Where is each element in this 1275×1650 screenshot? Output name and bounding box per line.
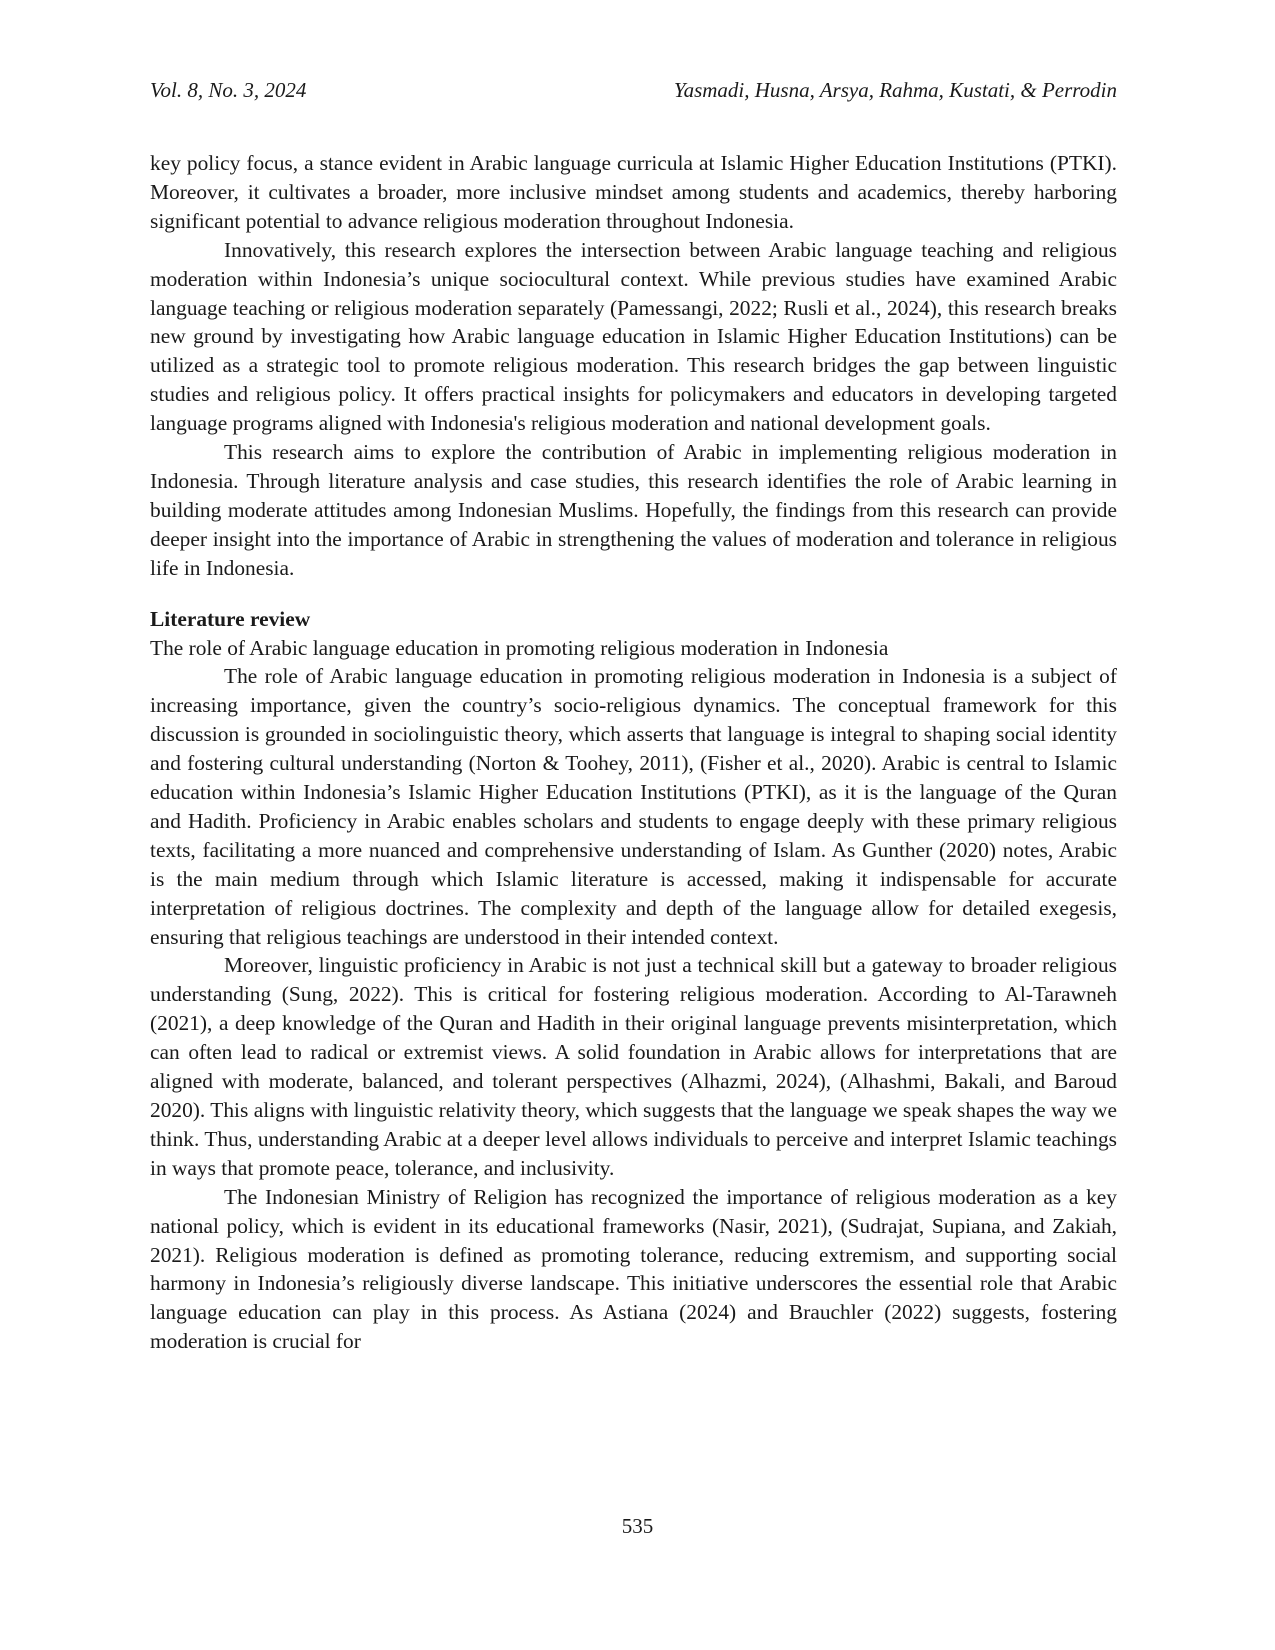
journal-volume: Vol. 8, No. 3, 2024 <box>150 78 307 102</box>
paragraph-innovation: Innovatively, this research explores the intersection between Arabic language teaching and religious moderation within Indonesia’s unique sociocultural context. While previous studies have examined Arabic language teaching or religious moderation separately (Pamessangi, 2022; Rusli et al., 2024), this research breaks new ground by investigating how Arabic language education in Islamic Higher Education Institutions) can be utilized as a strategic tool to promote religious moderation. This research bridges the gap between linguistic studies and religious policy. It offers practical insights for policymakers and educators in developing targeted language programs aligned with Indonesia's religious moderation and national development goals. <box>150 237 1117 436</box>
author-list: Yasmadi, Husna, Arsya, Rahma, Kustati, & Perrodin <box>673 78 1117 102</box>
subsection-heading: The role of Arabic language education in promoting religious moderation in Indonesia <box>150 635 889 660</box>
paragraph-ministry-of-religion: The Indonesian Ministry of Religion has recognized the importance of religious moderation as a key national policy, which is evident in its educational frameworks (Nasir, 2021), (Sudrajat, Supiana, and Zakiah, 2021). Religious moderation is defined as promoting tolerance, reducing extremism, and supporting social harmony in Indonesia’s religiously diverse landscape. This initiative underscores the essential role that Arabic language education can play in this process. As Astiana (2024) and Brauchler (2022) suggests, fostering moderation is crucial for <box>150 1184 1117 1354</box>
paragraph-research-aim: This research aims to explore the contribution of Arabic in implementing religious moderation in Indonesia. Through literature analysis and case studies, this research identifies the role of Arabic learning in building moderate attitudes among Indonesian Muslims. Hopefully, the findings from this research can provide deeper insight into the importance of Arabic in strengthening the values of moderation and tolerance in religious life in Indonesia. <box>150 440 1117 580</box>
main-text <box>150 149 1117 1356</box>
paragraph-role-of-arabic: The role of Arabic language education in promoting religious moderation in Indonesia is a subject of increasing importance, given the country’s socio-religious dynamics. The conceptual framework for this discussion is grounded in sociolinguistic theory, which asserts that language is integral to shaping social identity and fostering cultural understanding (Norton & Toohey, 2011), (Fisher et al., 2020). Arabic is central to Islamic education within Indonesia’s Islamic Higher Education Institutions (PTKI), as it is the language of the Quran and Hadith. Proficiency in Arabic enables scholars and students to engage deeply with these primary religious texts, facilitating a more nuanced and comprehensive understanding of Islam. As Gunther (2020) notes, Arabic is the main medium through which Islamic literature is accessed, making it indispensable for accurate interpretation of religious doctrines. The complexity and depth of the language allow for detailed exegesis, ensuring that religious teachings are understood in their intended context. <box>150 664 1117 949</box>
running-header <box>150 76 1117 104</box>
paragraph-continued: key policy focus, a stance evident in Arabic language curricula at Islamic Higher Education Institutions (PTKI). Moreover, it cultivates a broader, more inclusive mindset among students and academics, thereby harboring significant potential to advance religious moderation throughout Indonesia. <box>150 151 1117 233</box>
page-number: 535 <box>621 1514 654 1538</box>
paragraph-linguistic-proficiency: Moreover, linguistic proficiency in Arabic is not just a technical skill but a gateway to broader religious understanding (Sung, 2022). This is critical for fostering religious moderation. According to Al-Tarawneh (2021), a deep knowledge of the Quran and Hadith in their original language prevents misinterpretation, which can often lead to radical or extremist views. A solid foundation in Arabic allows for interpretations that are aligned with moderate, balanced, and tolerant perspectives (Alhazmi, 2024), (Alhashmi, Bakali, and Baroud 2020). This aligns with linguistic relativity theory, which suggests that the language we speak shapes the way we think. Thus, understanding Arabic at a deeper level allows individuals to perceive and interpret Islamic teachings in ways that promote peace, tolerance, and inclusivity. <box>150 953 1117 1180</box>
section-heading: Literature review <box>150 606 311 631</box>
section-spacer <box>150 583 1117 605</box>
